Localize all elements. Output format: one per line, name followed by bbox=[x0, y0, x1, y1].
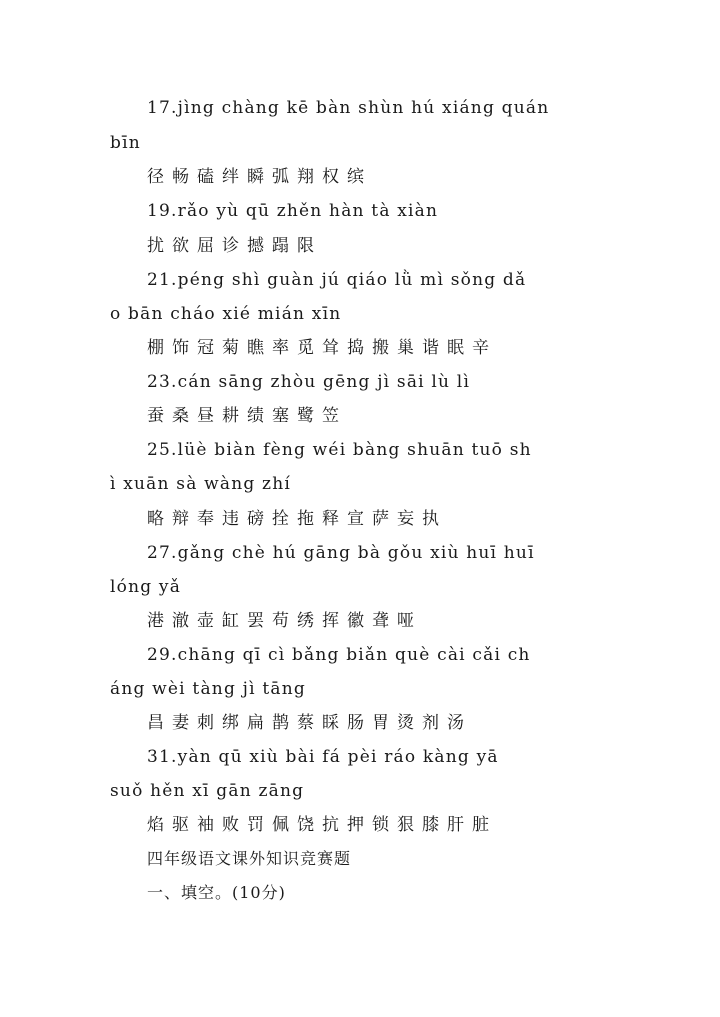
hanzi-line-17: 径畅磕绊瞬弧翔权缤 bbox=[147, 167, 372, 187]
pinyin-line-17: 17.jìng chàng kē bàn shùn hú xiáng quán bbox=[147, 98, 550, 118]
hanzi-line-23: 蚕桑昼耕绩塞鹭笠 bbox=[147, 406, 347, 426]
section-title: 四年级语文课外知识竞赛题 bbox=[147, 849, 352, 868]
pinyin-line-29-continued: áng wèi tàng jì tāng bbox=[110, 679, 306, 699]
pinyin-line-25-continued: ì xuān sà wàng zhí bbox=[110, 474, 291, 494]
pinyin-line-27: 27.gǎng chè hú gāng bà gǒu xiù huī huī bbox=[147, 543, 535, 563]
hanzi-line-31: 焰驱袖败罚佩饶抗押锁狠膝肝脏 bbox=[147, 815, 497, 835]
pinyin-line-25: 25.lüè biàn fèng wéi bàng shuān tuō sh bbox=[147, 440, 532, 460]
hanzi-line-19: 扰欲屈诊撼蹋限 bbox=[147, 236, 322, 256]
pinyin-line-31-continued: suǒ hěn xī gān zāng bbox=[110, 781, 305, 801]
hanzi-line-27: 港澈壶缸罢苟绣挥徽聋哑 bbox=[147, 611, 422, 631]
pinyin-line-27-continued: lóng yǎ bbox=[110, 577, 182, 597]
pinyin-line-19: 19.rǎo yù qū zhěn hàn tà xiàn bbox=[147, 201, 439, 221]
pinyin-line-31: 31.yàn qū xiù bài fá pèi ráo kàng yā bbox=[147, 747, 499, 767]
pinyin-line-21: 21.péng shì guàn jú qiáo lǜ mì sǒng dǎ bbox=[147, 270, 527, 290]
pinyin-line-29: 29.chāng qī cì bǎng biǎn què cài cǎi ch bbox=[147, 645, 531, 665]
hanzi-line-25: 略辩奉违磅拴拖释宣萨妄执 bbox=[147, 509, 447, 529]
hanzi-line-21: 棚饰冠菊瞧率觅耸捣搬巢谐眠辛 bbox=[147, 338, 497, 358]
question-heading: 一、填空。(10分) bbox=[147, 883, 286, 902]
pinyin-line-21-continued: o bān cháo xié mián xīn bbox=[110, 304, 342, 324]
pinyin-line-17-continued: bīn bbox=[110, 133, 141, 153]
pinyin-line-23: 23.cán sāng zhòu gēng jì sāi lù lì bbox=[147, 372, 471, 392]
hanzi-line-29: 昌妻刺绑扁鹊蔡睬肠胃烫剂汤 bbox=[147, 713, 472, 733]
